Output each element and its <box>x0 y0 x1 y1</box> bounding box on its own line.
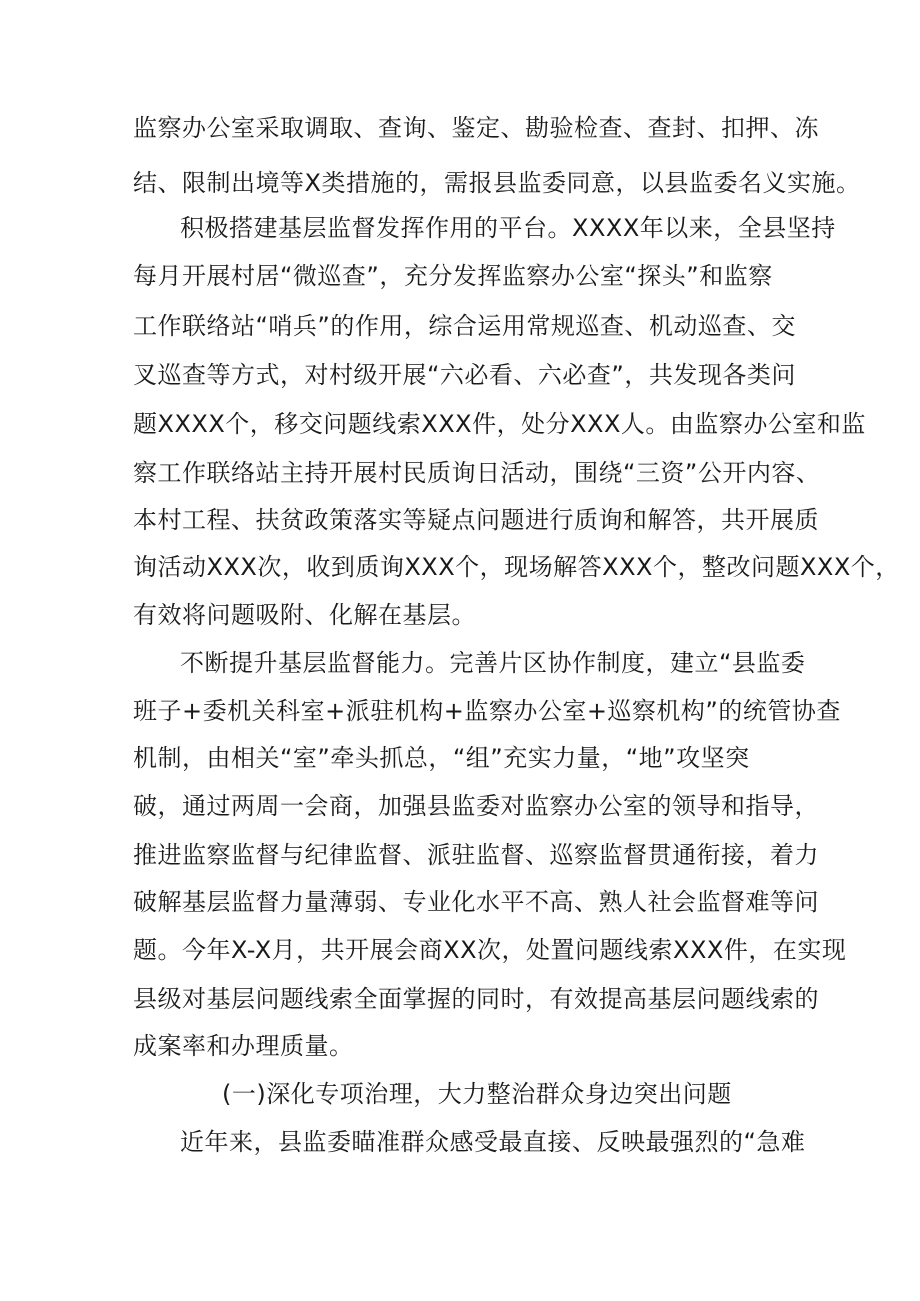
text-line: 叉巡查等方式，对村级开展“六必看、六必查”，共发现各类问 <box>133 361 796 389</box>
text-line: 破，通过两周一会商，加强县监委对监察办公室的领导和指导， <box>133 792 819 820</box>
text-line: 破解基层监督力量薄弱、专业化水平不高、熟人社会监督难等问 <box>133 888 819 916</box>
text-line: 监察办公室采取调取、查询、鉴定、勘验检查、查封、扣押、冻 <box>133 114 819 142</box>
text-line: 机制，由相关“室”牵头抓总，“组”充实力量，“地”攻坚突 <box>133 744 750 772</box>
section-heading: (一)深化专项治理，大力整治群众身边突出问题 <box>222 1080 732 1108</box>
text-line: 推进监察监督与纪律监督、派驻监督、巡察监督贯通衔接，着力 <box>133 841 819 869</box>
paragraph-first-line: 近年来，县监委瞄准群众感受最直接、反映最强烈的“急难 <box>180 1128 806 1156</box>
text-line: 题。今年X-X月，共开展会商XX次，处置问题线索XXX件，在实现 <box>133 936 847 964</box>
text-line: 工作联络站“哨兵”的作用，综合运用常规巡查、机动巡查、交 <box>133 312 796 340</box>
text-line: 成案率和办理质量。 <box>133 1032 354 1060</box>
text-line: 每月开展村居“微巡查”，充分发挥监察办公室“探头”和监察 <box>133 262 773 290</box>
text-line: 结、限制出境等X类措施的，需报县监委同意，以县监委名义实施。 <box>133 169 861 197</box>
text-line: 询活动XXX次，收到质询XXX个，现场解答XXX个，整改问题XXX个， <box>133 553 900 581</box>
paragraph-first-line: 积极搭建基层监督发挥作用的平台。XXXX年以来，全县坚持 <box>180 214 836 242</box>
text-line: 县级对基层问题线索全面掌握的同时，有效提高基层问题线索的 <box>133 985 819 1013</box>
text-line: 有效将问题吸附、化解在基层。 <box>133 601 476 629</box>
text-line: 班子+委机关科室+派驻机构+监察办公室+巡察机构”的统管协查 <box>133 697 841 725</box>
text-line: 察工作联络站主持开展村民质询日活动，围绕“三资”公开内容、 <box>133 459 821 487</box>
text-line: 本村工程、扶贫政策落实等疑点问题进行质询和解答，共开展质 <box>133 506 819 534</box>
paragraph-first-line: 不断提升基层监督能力。完善片区协作制度，建立“县监委 <box>180 649 806 677</box>
text-line: 题XXXX个，移交问题线索XXX件，处分XXX人。由监察办公室和监 <box>133 410 866 438</box>
